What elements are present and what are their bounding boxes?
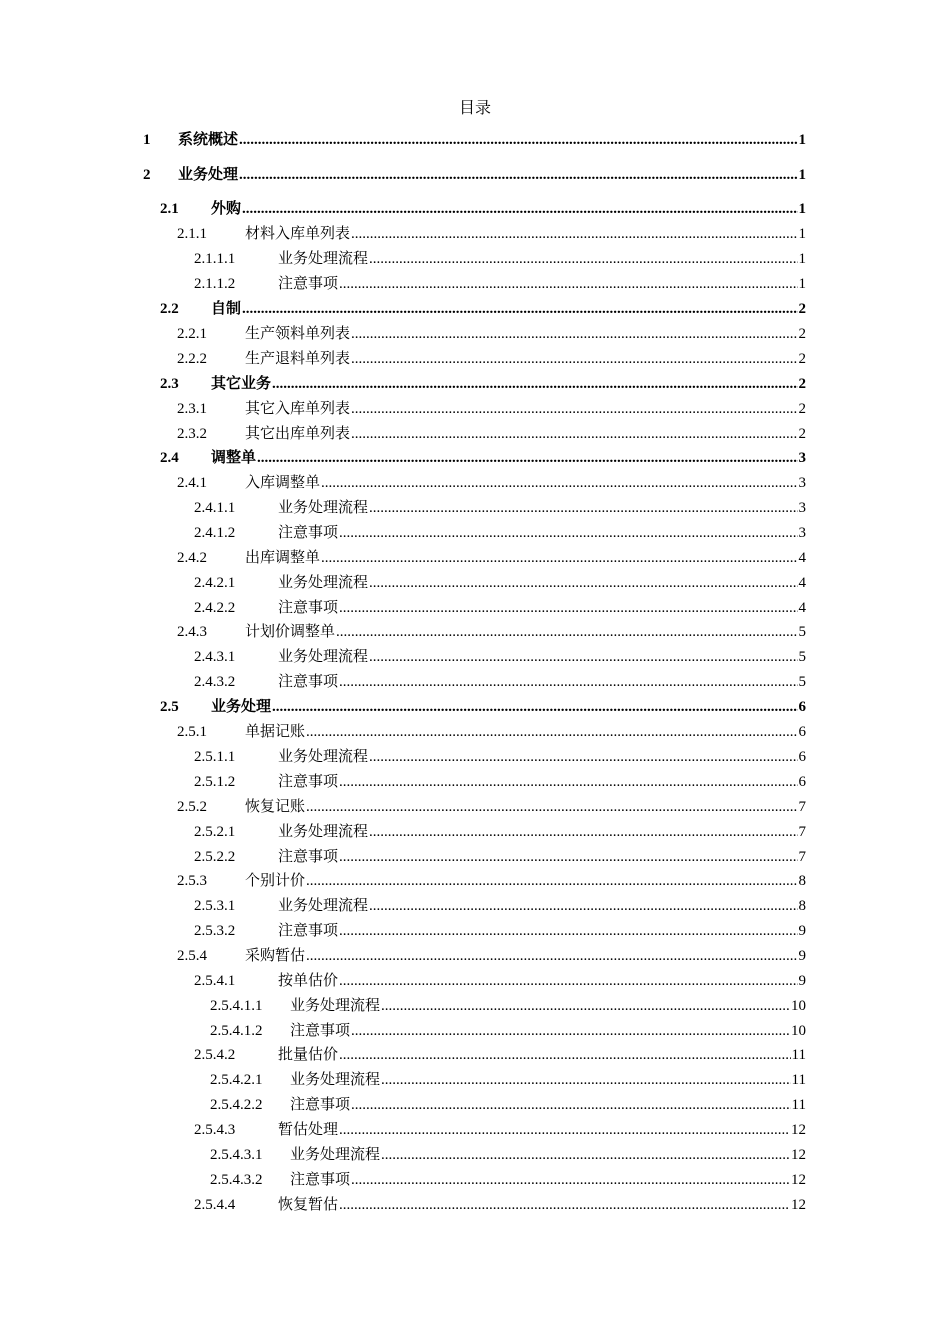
toc-entry-title: 业务处理流程	[278, 649, 369, 665]
toc-entry-number: 2.4.1.1	[194, 500, 236, 516]
toc-dot-leader	[369, 647, 797, 667]
toc-entry-number: 2.5.4.2	[194, 1047, 236, 1063]
toc-entry-title: 其它入库单列表	[245, 401, 351, 417]
toc-entry-number: 2.5.2.2	[194, 849, 236, 865]
toc-dot-leader	[339, 523, 797, 543]
toc-entry-title: 调整单	[211, 450, 257, 466]
toc-entry-number: 2.5.3.2	[194, 923, 236, 939]
toc-entry[interactable]	[194, 1195, 806, 1215]
toc-entry[interactable]	[194, 971, 806, 991]
toc-entry[interactable]	[194, 896, 806, 916]
toc-entry[interactable]	[143, 165, 806, 185]
toc-dot-leader	[351, 399, 797, 419]
toc-entry-number: 2.1.1.2	[194, 276, 236, 292]
toc-entry-page: 3	[798, 475, 806, 491]
toc-entry-title: 其它业务	[211, 376, 272, 392]
toc-entry[interactable]	[194, 523, 806, 543]
toc-entry[interactable]	[194, 598, 806, 618]
toc-entry-number: 2.5.4.4	[194, 1197, 236, 1213]
toc-dot-leader	[306, 871, 797, 891]
toc-entry[interactable]	[194, 1045, 806, 1065]
toc-entry-number: 1	[143, 132, 151, 148]
toc-dot-leader	[272, 697, 797, 717]
toc-dot-leader	[321, 548, 797, 568]
toc-dot-leader	[339, 1120, 790, 1140]
toc-entry-page: 1	[798, 201, 806, 217]
toc-dot-leader	[369, 249, 797, 269]
toc-entry-title: 恢复记账	[245, 799, 306, 815]
toc-entry[interactable]	[177, 399, 806, 419]
toc-entry-number: 2.3	[160, 376, 179, 392]
toc-entry-number: 2.3.2	[177, 426, 207, 442]
toc-entry-page: 4	[798, 550, 806, 566]
toc-entry-page: 6	[798, 749, 806, 765]
toc-entry-page: 6	[798, 724, 806, 740]
toc-entry-page: 10	[791, 998, 806, 1014]
toc-dot-leader	[369, 573, 797, 593]
toc-entry[interactable]	[194, 772, 806, 792]
toc-entry-number: 2.1.1	[177, 226, 207, 242]
toc-entry-page: 11	[791, 1097, 806, 1113]
toc-entry-page: 2	[798, 401, 806, 417]
toc-dot-leader	[351, 1095, 791, 1115]
toc-entry-number: 2.4.3.1	[194, 649, 236, 665]
toc-entry[interactable]	[194, 747, 806, 767]
toc-entry-page: 9	[798, 973, 806, 989]
toc-entry-number: 2.4	[160, 450, 179, 466]
toc-dot-leader	[257, 448, 797, 468]
toc-dot-leader	[272, 374, 797, 394]
toc-dot-leader	[351, 424, 797, 444]
toc-entry-number: 2.4.1.2	[194, 525, 236, 541]
toc-entry-page: 3	[798, 450, 806, 466]
toc-dot-leader	[339, 971, 797, 991]
toc-dot-leader	[369, 822, 797, 842]
toc-title: 目录	[458, 100, 491, 117]
toc-dot-leader	[239, 165, 797, 185]
toc-entry-title: 业务处理流程	[290, 1147, 381, 1163]
toc-entry[interactable]	[210, 1021, 806, 1041]
toc-entry-number: 2.5.1.2	[194, 774, 236, 790]
toc-entry-number: 2.4.3	[177, 624, 207, 640]
toc-entry[interactable]	[194, 274, 806, 294]
toc-entry[interactable]	[210, 1070, 806, 1090]
toc-entry-number: 2	[143, 167, 151, 183]
toc-entry[interactable]	[177, 349, 806, 369]
toc-entry-page: 8	[798, 898, 806, 914]
toc-entry-page: 6	[798, 699, 806, 715]
toc-dot-leader	[242, 199, 797, 219]
toc-dot-leader	[242, 299, 797, 319]
toc-entry-title: 恢复暂估	[278, 1197, 339, 1213]
toc-entry[interactable]	[194, 498, 806, 518]
toc-entry-title: 出库调整单	[245, 550, 321, 566]
toc-entry[interactable]	[194, 847, 806, 867]
toc-entry-title: 注意事项	[290, 1023, 351, 1039]
toc-dot-leader	[381, 996, 790, 1016]
toc-entry-page: 2	[798, 301, 806, 317]
toc-entry-title: 注意事项	[278, 774, 339, 790]
toc-entry-page: 1	[798, 276, 806, 292]
toc-entry-title: 单据记账	[245, 724, 306, 740]
toc-entry-title: 业务处理	[211, 699, 272, 715]
toc-entry-number: 2.5.4.2.2	[210, 1097, 263, 1113]
toc-entry-page: 2	[798, 426, 806, 442]
toc-entry-number: 2.4.1	[177, 475, 207, 491]
toc-entry-number: 2.1	[160, 201, 179, 217]
toc-entry-title: 注意事项	[290, 1097, 351, 1113]
toc-entry-page: 7	[798, 849, 806, 865]
toc-entry-title: 个别计价	[245, 873, 306, 889]
toc-entry[interactable]	[194, 822, 806, 842]
toc-entry[interactable]	[160, 299, 806, 319]
toc-dot-leader	[239, 130, 797, 150]
toc-entry-page: 12	[791, 1122, 806, 1138]
toc-dot-leader	[339, 921, 797, 941]
toc-entry-number: 2.4.2	[177, 550, 207, 566]
toc-entry-title: 业务处理流程	[278, 575, 369, 591]
toc-dot-leader	[339, 1045, 791, 1065]
toc-entry-page: 1	[798, 167, 806, 183]
toc-entry-page: 12	[791, 1147, 806, 1163]
toc-entry[interactable]	[194, 672, 806, 692]
toc-entry-page: 5	[798, 649, 806, 665]
toc-entry-title: 注意事项	[278, 923, 339, 939]
toc-entry[interactable]	[177, 224, 806, 244]
toc-entry[interactable]	[194, 647, 806, 667]
toc-dot-leader	[306, 722, 797, 742]
toc-entry[interactable]	[177, 424, 806, 444]
toc-dot-leader	[369, 498, 797, 518]
toc-dot-leader	[339, 672, 797, 692]
toc-entry-title: 计划价调整单	[245, 624, 336, 640]
toc-entry-title: 业务处理流程	[278, 251, 369, 267]
toc-dot-leader	[369, 896, 797, 916]
toc-entry[interactable]	[177, 722, 806, 742]
toc-entry-number: 2.5.4.1.1	[210, 998, 263, 1014]
toc-entry-number: 2.5.3	[177, 873, 207, 889]
toc-entry[interactable]	[210, 1095, 806, 1115]
toc-entry-title: 注意事项	[278, 276, 339, 292]
toc-dot-leader	[339, 1195, 790, 1215]
toc-dot-leader	[381, 1145, 790, 1165]
toc-entry-number: 2.5.4.2.1	[210, 1072, 263, 1088]
toc-entry-page: 11	[791, 1047, 806, 1063]
toc-entry-page: 7	[798, 799, 806, 815]
toc-entry-title: 业务处理流程	[290, 1072, 381, 1088]
toc-entry[interactable]	[210, 1170, 806, 1190]
toc-entry[interactable]	[177, 324, 806, 344]
toc-entry-page: 2	[798, 376, 806, 392]
toc-entry[interactable]	[160, 697, 806, 717]
toc-entry-page: 5	[798, 624, 806, 640]
toc-dot-leader	[351, 1021, 790, 1041]
toc-entry-title: 生产退料单列表	[245, 351, 351, 367]
toc-dot-leader	[306, 946, 797, 966]
toc-entry-number: 2.5.1	[177, 724, 207, 740]
toc-entry-number: 2.3.1	[177, 401, 207, 417]
toc-entry-page: 2	[798, 351, 806, 367]
toc-entry[interactable]	[160, 448, 806, 468]
toc-entry[interactable]	[194, 249, 806, 269]
toc-entry-title: 批量估价	[278, 1047, 339, 1063]
toc-entry-title: 系统概述	[178, 132, 239, 148]
toc-entry-number: 2.2.2	[177, 351, 207, 367]
toc-dot-leader	[351, 224, 797, 244]
toc-entry-page: 12	[791, 1172, 806, 1188]
toc-entry-page: 2	[798, 326, 806, 342]
toc-entry[interactable]	[194, 921, 806, 941]
toc-entry-title: 业务处理流程	[278, 898, 369, 914]
toc-entry[interactable]	[177, 797, 806, 817]
toc-entry-page: 1	[798, 251, 806, 267]
toc-dot-leader	[321, 473, 797, 493]
toc-entry[interactable]	[210, 996, 806, 1016]
toc-entry-page: 1	[798, 132, 806, 148]
toc-entry-title: 生产领料单列表	[245, 326, 351, 342]
toc-entry-number: 2.2.1	[177, 326, 207, 342]
toc-entry[interactable]	[177, 622, 806, 642]
toc-entry-title: 注意事项	[278, 600, 339, 616]
toc-entry-page: 6	[798, 774, 806, 790]
toc-entry-page: 9	[798, 948, 806, 964]
toc-entry-number: 2.5.2.1	[194, 824, 236, 840]
toc-entry-number: 2.5.4.1.2	[210, 1023, 263, 1039]
toc-entry-number: 2.5.4.3	[194, 1122, 236, 1138]
toc-entry-title: 注意事项	[278, 525, 339, 541]
toc-entry-number: 2.5.4	[177, 948, 207, 964]
toc-entry-title: 业务处理流程	[278, 824, 369, 840]
toc-entry-page: 3	[798, 525, 806, 541]
toc-entry-page: 10	[791, 1023, 806, 1039]
toc-entry[interactable]	[194, 1120, 806, 1140]
toc-entry[interactable]	[177, 473, 806, 493]
toc-dot-leader	[351, 1170, 790, 1190]
toc-entry-number: 2.5.4.3.2	[210, 1172, 263, 1188]
toc-entry-number: 2.5.2	[177, 799, 207, 815]
toc-entry-page: 9	[798, 923, 806, 939]
toc-entry[interactable]	[210, 1145, 806, 1165]
toc-entry[interactable]	[143, 130, 806, 150]
toc-entry-title: 暂估处理	[278, 1122, 339, 1138]
toc-entry-title: 注意事项	[278, 849, 339, 865]
toc-entry-page: 4	[798, 575, 806, 591]
toc-entry[interactable]	[177, 871, 806, 891]
toc-dot-leader	[339, 847, 797, 867]
toc-entry-page: 12	[791, 1197, 806, 1213]
toc-entry-number: 2.4.2.2	[194, 600, 236, 616]
toc-dot-leader	[339, 274, 797, 294]
toc-entry-title: 其它出库单列表	[245, 426, 351, 442]
toc-dot-leader	[339, 598, 797, 618]
toc-entry-title: 自制	[211, 301, 242, 317]
toc-entry-number: 2.5.1.1	[194, 749, 236, 765]
toc-entry-number: 2.5.3.1	[194, 898, 236, 914]
toc-dot-leader	[351, 324, 797, 344]
toc-entry-title: 业务处理流程	[278, 749, 369, 765]
toc-entry-number: 2.5.4.1	[194, 973, 236, 989]
toc-entry-title: 外购	[211, 201, 242, 217]
toc-entry-page: 8	[798, 873, 806, 889]
toc-entry-page: 7	[798, 824, 806, 840]
toc-entry-number: 2.5.4.3.1	[210, 1147, 263, 1163]
toc-entry-title: 业务处理	[178, 167, 239, 183]
toc-entry-page: 3	[798, 500, 806, 516]
toc-entry-page: 1	[798, 226, 806, 242]
toc-dot-leader	[351, 349, 797, 369]
toc-entry[interactable]	[194, 573, 806, 593]
toc-entry-number: 2.4.3.2	[194, 674, 236, 690]
toc-entry-title: 入库调整单	[245, 475, 321, 491]
toc-entry-number: 2.4.2.1	[194, 575, 236, 591]
toc-entry-title: 注意事项	[278, 674, 339, 690]
toc-entry-page: 11	[791, 1072, 806, 1088]
toc-entry-number: 2.1.1.1	[194, 251, 236, 267]
toc-entry-title: 业务处理流程	[290, 998, 381, 1014]
toc-entry-number: 2.2	[160, 301, 179, 317]
toc-entry[interactable]	[160, 374, 806, 394]
toc-entry[interactable]	[177, 946, 806, 966]
toc-entry-number: 2.5	[160, 699, 179, 715]
toc-dot-leader	[381, 1070, 791, 1090]
toc-dot-leader	[369, 747, 797, 767]
toc-dot-leader	[336, 622, 797, 642]
toc-dot-leader	[339, 772, 797, 792]
toc-entry-title: 材料入库单列表	[245, 226, 351, 242]
toc-dot-leader	[306, 797, 797, 817]
toc-entry-page: 4	[798, 600, 806, 616]
toc-entry-title: 按单估价	[278, 973, 339, 989]
toc-entry-page: 5	[798, 674, 806, 690]
toc-entry-title: 采购暂估	[245, 948, 306, 964]
toc-entry[interactable]	[160, 199, 806, 219]
toc-entry[interactable]	[177, 548, 806, 568]
toc-entry-title: 注意事项	[290, 1172, 351, 1188]
toc-entry-title: 业务处理流程	[278, 500, 369, 516]
